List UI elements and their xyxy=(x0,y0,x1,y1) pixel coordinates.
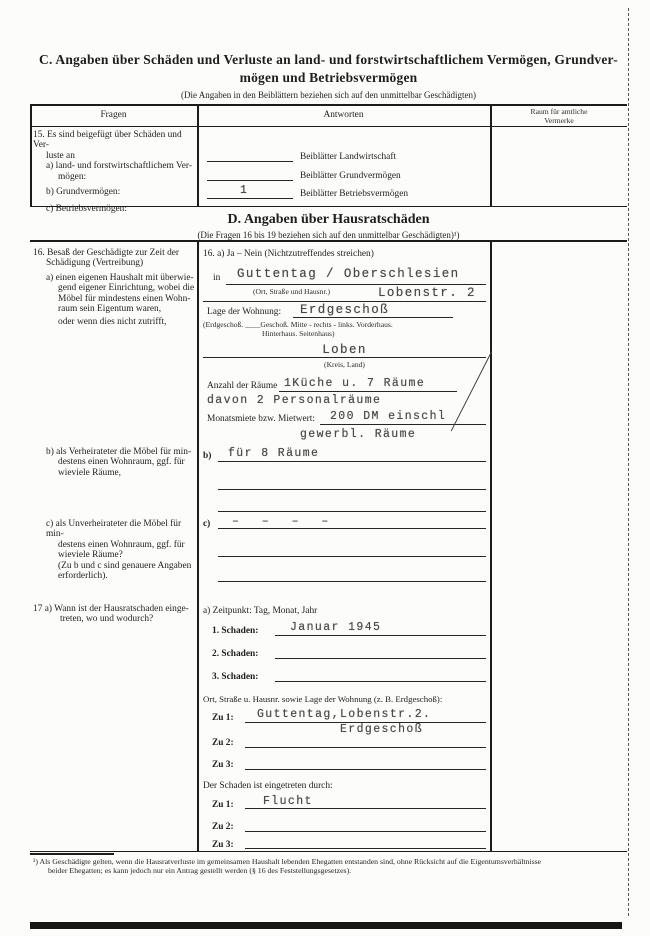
section-c-subtitle: (Die Angaben in den Beiblättern beziehen sich auf den unmittelbar Geschädigten) xyxy=(181,90,476,100)
answer-16a-lage-typed: Erdgeschoß xyxy=(300,303,390,317)
question-16-item-b1: b) als Verheirateter die Möbel für min- xyxy=(46,447,192,457)
answer-17-schaden3-label: 3. Schaden: xyxy=(212,672,259,682)
answer-16a-heading: 16. a) Ja – Nein (Nichtzutreffendes streichen) xyxy=(203,249,374,259)
section-d-subtitle: (Die Fragen 16 bis 19 beziehen sich auf den unmittelbar Geschädigten)¹) xyxy=(197,230,460,240)
answer-line-zu2 xyxy=(245,747,486,748)
answer-line-zu1b xyxy=(245,808,486,809)
question-16-item-a5: oder wenn dies nicht zutrifft, xyxy=(58,317,167,328)
question-16-item-b2: destens einen Wohnraum, ggf. für xyxy=(58,457,185,468)
footnote-rule xyxy=(30,853,114,855)
answer-17-zu2b-label: Zu 2: xyxy=(212,822,234,832)
answer-17-zu1-label: Zu 1: xyxy=(212,713,234,723)
column-header-vermerke-line1: Raum für amtliche xyxy=(530,107,588,116)
question-16b xyxy=(33,447,195,478)
footnote-line1: ¹) Als Geschädigte gelten, wenn die Hausratverluste im gemeinsamen Haushalt lebenden Ehegatten entstanden sind, ohne Rücksicht auf die Eigentumsverhältnisse xyxy=(33,857,542,866)
answer-17-zu1-typed: Guttentag,Lobenstr.2. xyxy=(257,708,432,721)
question-16-item-c2: destens einen Wohnraum, ggf. für xyxy=(58,539,185,550)
page-edge-dashed-line xyxy=(628,8,629,916)
question-17 xyxy=(33,604,195,625)
column-header-antworten: Antworten xyxy=(323,110,364,120)
answer-16c-label: c) xyxy=(203,519,211,529)
answer-17-zu2-label: Zu 2: xyxy=(212,738,234,748)
answer-17-zu3-label: Zu 3: xyxy=(212,760,234,770)
question-16-item-c5: erforderlich). xyxy=(58,571,108,582)
answer-15a-label: Beiblätter Landwirtschaft xyxy=(300,152,397,162)
column-header-vermerke-line2: Vermerke xyxy=(544,116,574,125)
table-d-column-divider-2 xyxy=(490,240,492,851)
table-c-header-rule xyxy=(30,126,627,127)
answer-16a-kreis-typed: Loben xyxy=(322,343,367,357)
answer-16b-typed: für 8 Räume xyxy=(228,447,320,460)
column-header-fragen: Fragen xyxy=(100,110,127,120)
question-15-item-b: b) Grundvermögen: xyxy=(46,187,121,198)
answer-17-zu3b-label: Zu 3: xyxy=(212,840,234,850)
answer-line-kreis xyxy=(203,357,486,358)
answer-line-zu2b xyxy=(245,831,486,832)
answer-line-miete xyxy=(320,424,486,425)
answer-line-schaden1 xyxy=(275,635,486,636)
answer-16a-miete-typed: 200 DM einschl xyxy=(330,410,447,423)
question-15-line2: luste an xyxy=(46,150,75,161)
answer-17-zu1b-typed: Flucht xyxy=(263,795,313,808)
footnote-line2: beider Ehegatten; es kann jedoch nur ein Antrag gestellt werden (§ 16 des Feststellungsgesetzes). xyxy=(48,866,352,875)
answer-17-schaden1-label: 1. Schaden: xyxy=(212,626,259,636)
section-d-heading: D. Angaben über Hausratschäden xyxy=(227,212,430,227)
table-d-column-divider-1 xyxy=(197,240,199,851)
question-15-line1: 15. Es sind beigefügt über Schäden und Ver- xyxy=(33,130,182,151)
question-16-item-a2: gend eigener Einrichtung, wobei die xyxy=(58,283,195,294)
answer-17-zu1b-label: Zu 1: xyxy=(212,800,234,810)
answer-line-schaden3 xyxy=(275,681,486,682)
answer-16a-lage-label: Lage der Wohnung: xyxy=(207,307,282,317)
question-15-item-c: c) Betriebsvermögen: xyxy=(46,204,127,215)
scan-edge-black-bar xyxy=(30,922,622,929)
answer-line-16b-3 xyxy=(218,511,486,512)
answer-line-raeume xyxy=(279,391,457,392)
answer-line-lage xyxy=(293,317,453,318)
question-16-item-a4: raum sein Eigentum waren, xyxy=(58,304,162,315)
table-c-top-border xyxy=(30,104,627,106)
answer-16a-lage-caption1: (Erdgeschoß. ____Geschoß. Mitte - rechts - links. Vorderhaus. xyxy=(203,320,393,329)
answer-line-15c xyxy=(207,198,293,199)
answer-line-16b-2 xyxy=(218,489,486,490)
question-16 xyxy=(33,248,195,328)
answer-16a-raeume-label: Anzahl der Räume xyxy=(207,381,278,391)
answer-line-zu3 xyxy=(245,769,486,770)
question-16-item-a3: Möbel für mindestens einen Wohn- xyxy=(58,293,191,304)
question-15-item-a2: mögen: xyxy=(58,171,87,182)
answer-16a-in-label: in xyxy=(213,273,221,283)
answer-line-15b xyxy=(207,180,293,181)
answer-16a-city-typed: Guttentag / Oberschlesien xyxy=(237,267,460,281)
answer-17-schaden2-label: 2. Schaden: xyxy=(212,649,259,659)
question-15 xyxy=(33,130,195,215)
answer-16a-kreis-caption: (Kreis, Land) xyxy=(324,360,365,369)
question-17-line1: 17 a) Wann ist der Hausratschaden einge- xyxy=(33,604,189,614)
answer-16a-miete-label: Monatsmiete bzw. Mietwert: xyxy=(207,414,315,424)
answer-line-15a xyxy=(207,161,293,162)
answer-16b-label: b) xyxy=(203,451,212,461)
answer-16a-lage-caption2: Hinterhaus. Seitenhaus) xyxy=(262,329,335,338)
section-c-heading-line1: C. Angaben über Schäden und Verluste an land- und forstwirtschaftlichem Vermögen, Grundver- xyxy=(39,52,618,67)
answer-17-durch-heading: Der Schaden ist eingetreten durch: xyxy=(203,781,333,791)
answer-16a-street-typed: Lobenstr. 2 xyxy=(378,286,476,300)
answer-16a-raeume-typed-2: davon 2 Personalräume xyxy=(207,394,382,407)
answer-line-16c-3 xyxy=(218,581,486,582)
answer-16a-city-caption: (Ort, Straße und Hausnr.) xyxy=(253,287,330,296)
answer-17-zeitpunkt-heading: a) Zeitpunkt: Tag, Monat, Jahr xyxy=(203,606,318,616)
answer-16a-miete-typed-2: gewerbl. Räume xyxy=(300,428,417,441)
answer-16a-raeume-typed: 1Küche u. 7 Räume xyxy=(284,377,426,390)
answer-16c-typed: – – – – xyxy=(232,515,337,528)
answer-line-16b-1 xyxy=(218,461,486,462)
answer-line-16c-1 xyxy=(218,528,486,529)
answer-17-ort-heading: Ort, Straße u. Hausnr. sowie Lage der Wohnung (z. B. Erdgeschoß): xyxy=(203,694,443,704)
question-16-item-c4: (Zu b und c sind genauere Angaben xyxy=(58,560,192,571)
question-16-line1: 16. Besaß der Geschädigte zur Zeit der xyxy=(33,248,180,258)
answer-15b-label: Beiblätter Grundvermögen xyxy=(300,171,401,181)
question-16c xyxy=(33,519,195,581)
question-16-line2: Schädigung (Vertreibung) xyxy=(46,258,144,269)
section-c-heading-line2: mögen und Betriebsvermögen xyxy=(239,70,418,85)
question-16-item-c1: c) als Unverheirateter die Möbel für min- xyxy=(46,519,182,540)
answer-line-16c-2 xyxy=(218,556,486,557)
question-16-item-a1: a) einen eigenen Haushalt mit überwie- xyxy=(46,272,194,283)
table-d-bottom-border xyxy=(30,851,627,852)
answer-15c-label: Beiblätter Betriebsvermögen xyxy=(300,189,409,199)
answer-line-schaden2 xyxy=(275,658,486,659)
answer-17-zu1-typed-2: Erdgeschoß xyxy=(340,723,424,736)
answer-17-schaden1-typed: Januar 1945 xyxy=(290,621,382,634)
answer-line-zu3b xyxy=(245,848,486,849)
question-15-item-a1: a) land- und forstwirtschaftlichem Ver- xyxy=(46,161,192,172)
question-16-item-c3: wieviele Räume? xyxy=(58,550,123,561)
question-17-line2: treten, wo und wodurch? xyxy=(60,614,154,625)
answer-15c-typed-value: 1 xyxy=(240,184,249,197)
question-16-item-b3: wieviele Räume, xyxy=(58,467,121,478)
table-d-top-border xyxy=(30,240,627,242)
